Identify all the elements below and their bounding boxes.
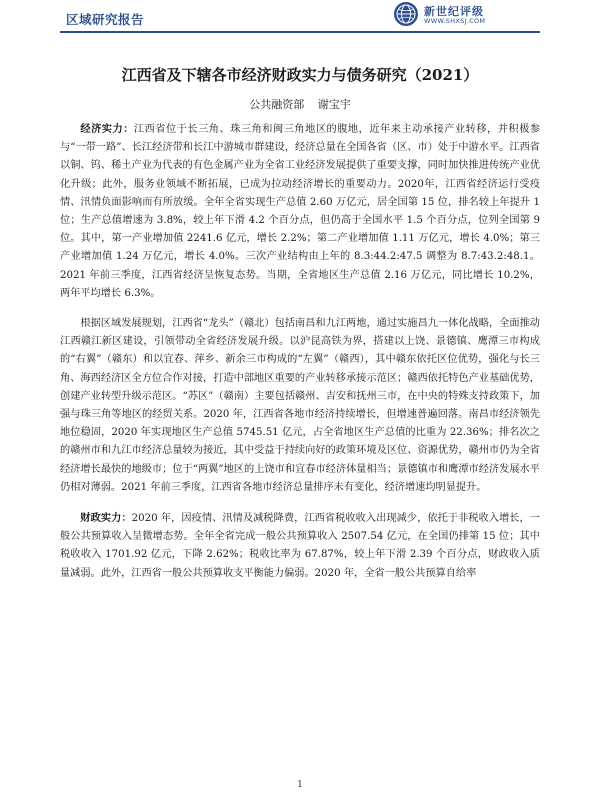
regions-text: 根据区域发展规划，江西省“龙头”（赣北）包括南昌和九江两地，通过实施昌九一体化战略，全面推动江西赣江新区建设，引领带动全省经济发展升级。以沪昆高铁为界，搭建以上饶、景德镇、鹰潭三市构成的“右翼”（赣东）和以宜春、萍乡、新余三市构成的“左翼”（赣西），其中赣东依托区位优势，强化与长三角、海西经济区全方位合作对接，打造中部地区重要的产业转移承接示范区；赣西依托特色产业基础优势，创建产业转型升级示范区。“苏区”（赣南）主要包括赣州、吉安和抚州三市，在中央的特殊支持政策下，加强与珠三角等地区的经贸关系。2020 年，江西省各地市经济持续增长，但增速普遍回落。南昌市经济领先地位稳固，2020 年实现地区生产总值 5745.51 亿元，占全省地区生产总值的比重为 22.36%；排名次之的赣州市和九江市经济总量较为接近，其中受益于持续向好的政策环境及区位、资源优势，赣州市仍为全省经济增长最快的地级市；位于“两翼”地区的上饶市和宜春市经济体量相当；景德镇市和鹰潭市经济发展水平仍相对薄弱。2021 年前三季度，江西省各地市经济总量排序未有变化，经济增速均明显提升。 [60,318,540,493]
report-title: 江西省及下辖各市经济财政实力与债务研究（2021） [121,66,479,84]
report-authors: 公共融资部 谢宝宇 [249,98,351,111]
brand-logo [393,0,543,30]
regions-paragraph [60,315,540,497]
fiscal-text: 2020 年，因疫情、汛情及减税降费，江西省税收收入出现减少，依托于非税收入增长，一般公共预算收入呈微增态势。全年全省完成一般公共预算收入 2507.54 亿元，在全国仍排第 15 位；其中税收收入 1701.92 亿元，下降 2.62%；税收比率为 67.87%，较上年下滑 2.39 个百分点，财政收入质量减弱。此外，江西省一般公共预算收支平衡能力偏弱。2020 年，全省一般公共预算自给率 [60,513,540,579]
brand-url: WWW.SHXSJ.COM [424,17,486,25]
header-divider [60,31,540,33]
report-body [60,120,540,583]
fiscal-paragraph [60,509,540,583]
page-header [0,0,600,38]
economy-paragraph [60,120,540,303]
page-number: 1 [297,780,303,790]
fiscal-heading: 财政实力： [80,512,132,525]
economy-heading: 经济实力： [80,123,134,135]
globe-emblem-icon [393,1,419,27]
report-category-label: 区域研究报告 [66,12,145,27]
economy-text: 江西省位于长三角、珠三角和闽三角地区的腹地，近年来主动承接产业转移，并积极参与“一带一路”、长江经济带和长江中游城市群建设，经济总量在全国各省（区、市）处于中游水平。江西省以铜、钨、稀土产业为代表的有色金属产业为全省工业经济发展提供了重要支撑，同时加快推进传统产业优化升级；此外，服务业领域不断拓展，已成为拉动经济增长的重要动力。2020年，江西省经济运行受疫情、汛情负面影响而有所放缓。全年全省实现生产总值 2.60 万亿元，居全国第 15 位，排名较上年提升 1 位；生产总值增速为 3.8%，较上年下滑 4.2 个百分点，但仍高于全国水平 1.5 个百分点，位列全国第 9 位。其中，第一产业增加值 2241.6 亿元，增长 2.2%；第二产业增加值 1.11 万亿元，增长 4.0%；第三产业增加值 1.24 万亿元，增长 4.0%。三次产业结构由上年的 8.3:44.2:47.5 调整为 8.7:43.2:48.1。2021 年前三季度，江西省经济呈恢复态势。当期，全省地区生产总值 2.16 万亿元，同比增长 10.2%，两年平均增长 6.3%。 [60,124,541,299]
brand-name: 新世纪评级 [424,5,484,18]
